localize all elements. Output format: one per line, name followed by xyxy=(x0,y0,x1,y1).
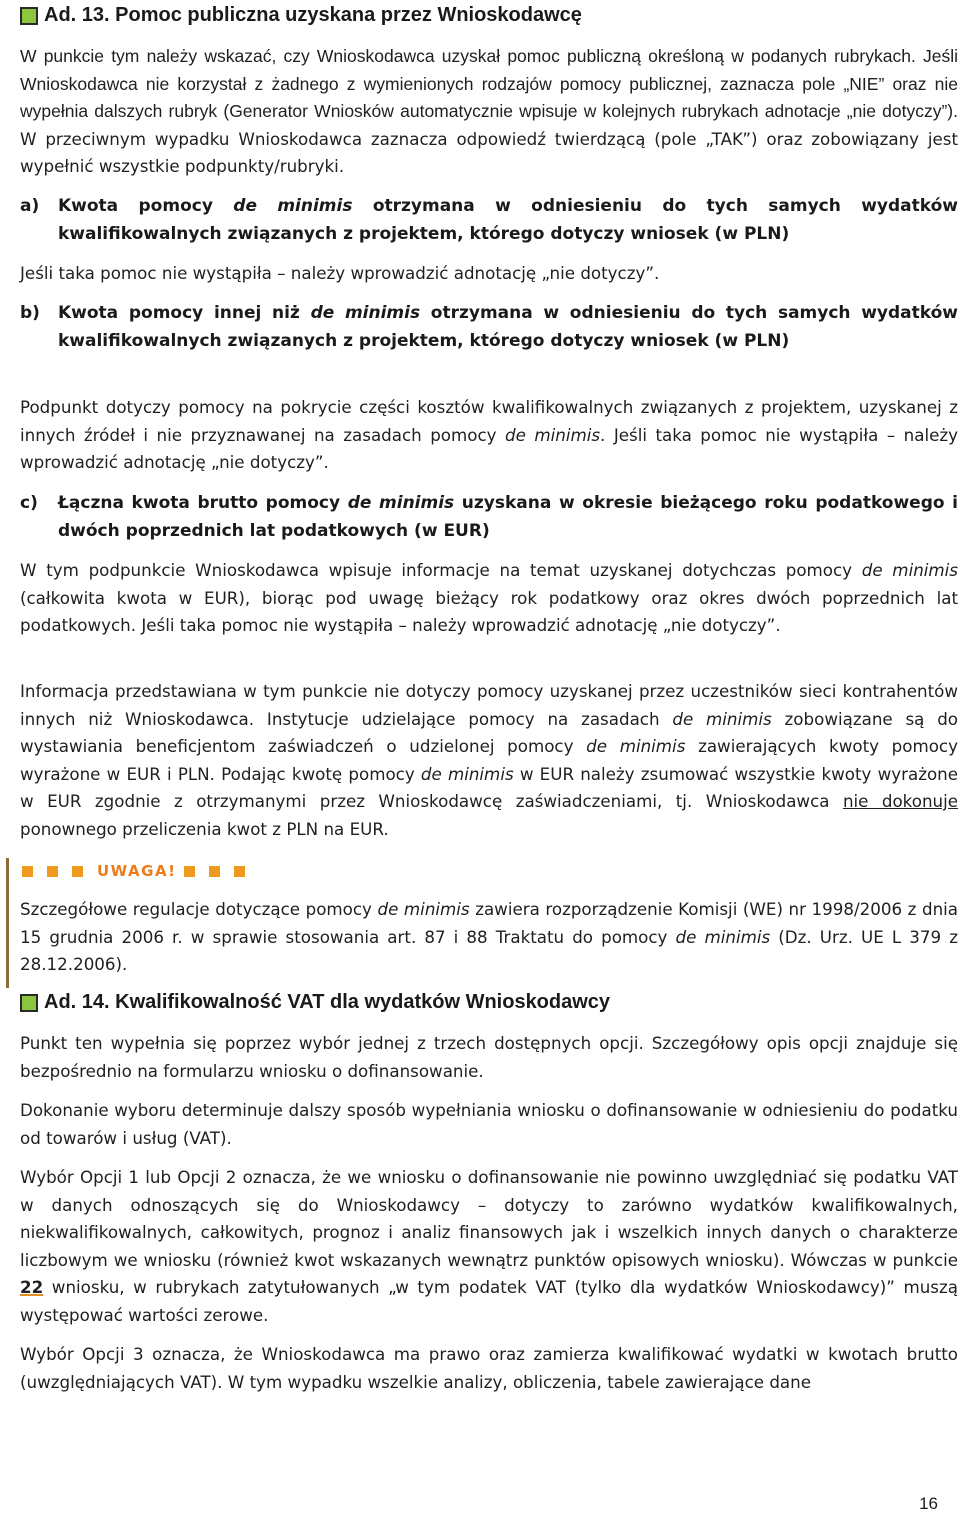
orange-square-icon xyxy=(184,866,195,877)
orange-square-icon xyxy=(22,866,33,877)
section-14-paragraph-3: Wybór Opcji 1 lub Opcji 2 oznacza, że we wniosku o dofinansowanie nie powinno uwzględniać się podatku VAT w danych odnoszących się do Wnioskodawcy – dotyczy to zarówno wydatków kwalifikowalnych, niekwalifikowalnych, całkowitych, prognoz i analiz finansowych jak i wszelkich innych danych o charakterze liczbowym we wniosku (również kwot wskazanych wewnątrz punktów opisowych wniosku). Wówczas w punkcie 22 wniosku, w rubrykach zatytułowanych „w tym podatek VAT (tylko dla wydatków Wnioskodawcy)” muszą występować wartości zerowe. xyxy=(20,1167,958,1325)
green-square-bullet-icon xyxy=(20,994,38,1012)
warning-paragraph: Szczegółowe regulacje dotyczące pomocy de minimis zawiera rozporządzenie Komisji (WE) nr 1998/2006 z dnia 15 grudnia 2006 r. w sprawie stosowania art. 87 i 88 Traktatu do pomocy de minimis (Dz. Urz. UE L 379 z 28.12.2006). xyxy=(20,899,959,974)
section-14-paragraph-1: Punkt ten wypełnia się poprzez wybór jednej z trzech dostępnych opcji. Szczegółowy opis opcji znajduje się bezpośrednio na formularzu wniosku o dofinansowanie. xyxy=(20,1033,958,1081)
orange-square-icon xyxy=(234,866,245,877)
section-13-heading: Ad. 13. Pomoc publiczna uzyskana przez Wnioskodawcę xyxy=(20,4,582,27)
section-14-paragraph-4: Wybór Opcji 3 oznacza, że Wnioskodawca ma prawo oraz zamierza kwalifikować wydatki w kwotach brutto (uwzględniających VAT). W tym wypadku wszelkie analizy, obliczenia, tabele zawierające dane xyxy=(20,1344,958,1392)
warning-side-bar xyxy=(6,858,9,988)
section-14-paragraph-2: Dokonanie wyboru determinuje dalszy sposób wypełniania wniosku o dofinansowanie w odniesieniu do podatku od towarów i usług (VAT). xyxy=(20,1100,958,1148)
point-22-reference: 22 xyxy=(20,1277,44,1297)
warning-label: UWAGA! xyxy=(97,862,177,880)
section-13-intro: W punkcie tym należy wskazać, czy Wnioskodawca uzyskał pomoc publiczną określoną w podanych rubrykach. Jeśli Wnioskodawca nie korzystał z żadnego z wymienionych rodzajów pomocy publicznej, zaznacza pole „NIE” oraz nie wypełnia dalszych rubryk (Generator Wniosków automatycznie wpisuje w kolejnych rubrykach adnotacje „nie dotyczy”). W przeciwnym wypadku Wnioskodawca zaznacza odpowiedź twierdzącą (pole „TAK”) oraz zobowiązany jest wypełnić wszystkie podpunkty/rubryki. xyxy=(20,46,958,176)
orange-square-icon xyxy=(209,866,220,877)
information-paragraph: Informacja przedstawiana w tym punkcie nie dotyczy pomocy uzyskanej przez uczestników sieci kontrahentów innych niż Wnioskodawca. Instytucje udzielające pomocy na zasadach de minimis zobowiązane są do wystawiania beneficjentom zaświadczeń o udzielonej pomocy de minimis zawierających kwoty pomocy wyrażone w EUR i PLN. Podając kwotę pomocy de minimis w EUR należy zsumować wszystkie kwoty wyrażone w EUR zgodnie z otrzymanymi przez Wnioskodawcę zaświadczeniami, tj. Wnioskodawca nie dokonuje ponownego przeliczenia kwot z PLN na EUR. xyxy=(20,681,959,839)
green-square-bullet-icon xyxy=(20,7,38,25)
warning-label-row xyxy=(22,860,259,882)
section-14-heading: Ad. 14. Kwalifikowalność VAT dla wydatków Wnioskodawcy xyxy=(20,991,610,1014)
subpoint-b-note: Podpunkt dotyczy pomocy na pokrycie części kosztów kwalifikowalnych związanych z projektem, uzyskanej z innych źródeł i nie przyznawanej na zasadach pomocy de minimis. Jeśli taka pomoc nie wystąpiła – należy wprowadzić adnotację „nie dotyczy”. xyxy=(20,397,958,472)
subpoint-c-title: c) Łączna kwota brutto pomocy de minimis uzyskana w okresie bieżącego roku podatkowego i dwóch poprzednich lat podatkowych (w EUR) xyxy=(20,493,958,541)
subpoint-a-note: Jeśli taka pomoc nie wystąpiła – należy wprowadzić adnotację „nie dotyczy”. xyxy=(20,263,660,283)
orange-square-icon xyxy=(72,866,83,877)
subpoint-b-title: b) Kwota pomocy innej niż de minimis otrzymana w odniesieniu do tych samych wydatków kwalifikowalnych związanych z projektem, którego dotyczy wniosek (w PLN) xyxy=(20,303,958,351)
subpoint-c-note: W tym podpunkcie Wnioskodawca wpisuje informacje na temat uzyskanej dotychczas pomocy de minimis (całkowita kwota w EUR), biorąc pod uwagę bieżący rok podatkowy oraz okres dwóch poprzednich lat podatkowych. Jeśli taka pomoc nie wystąpiła – należy wprowadzić adnotację „nie dotyczy”. xyxy=(20,560,958,635)
subpoint-a-title: a) Kwota pomocy de minimis otrzymana w odniesieniu do tych samych wydatków kwalifikowalnych związanych z projektem, którego dotyczy wniosek (w PLN) xyxy=(20,196,958,244)
page-number: 16 xyxy=(919,1494,938,1513)
orange-square-icon xyxy=(47,866,58,877)
